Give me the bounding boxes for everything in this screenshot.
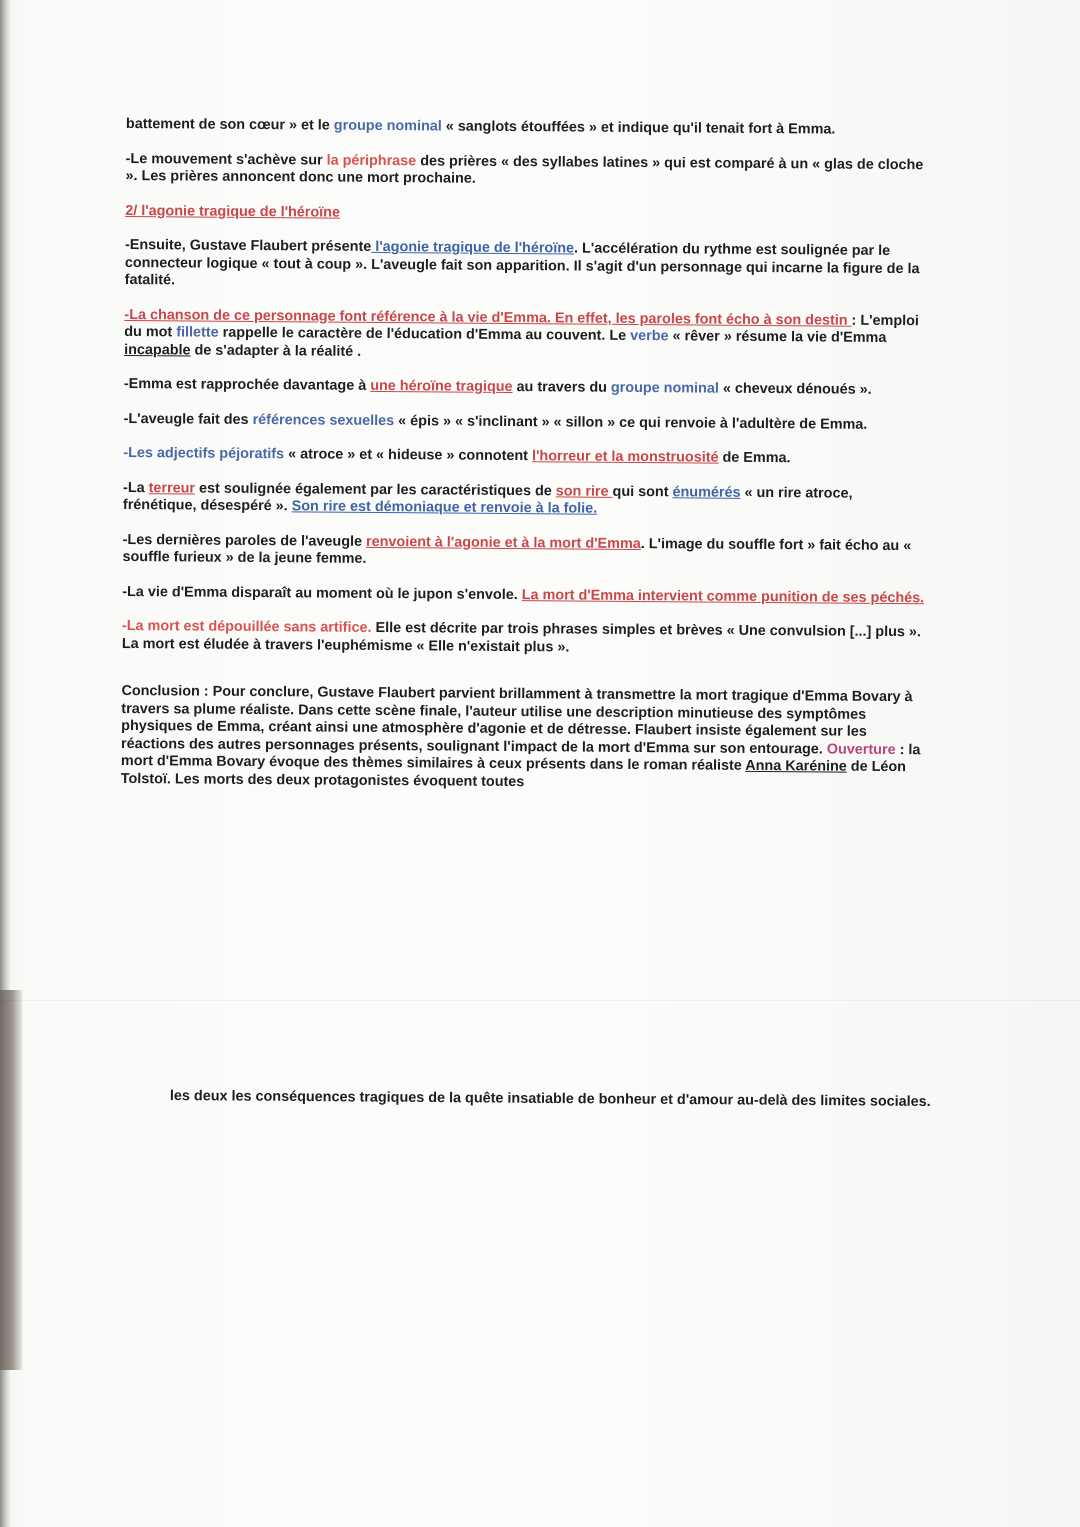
term-periphrase: la périphrase — [326, 152, 417, 169]
paragraph-7: -Les adjectifs péjoratifs « atroce » et « hideuse » connotent l'horreur et la monstruosité de Emma. — [123, 444, 791, 467]
page-break — [0, 1000, 1080, 1001]
section-heading: 2/ l'agonie tragique de l'héroïne — [125, 202, 341, 221]
paragraph-9: -Les dernières paroles de l'aveugle renvoient à l'agonie et à la mort d'Emma. L'image du souffle fort » fait écho au « souffle furieux » de la jeune femme. — [122, 531, 912, 567]
paragraph-2: -Le mouvement s'achève sur la périphrase des prières « des syllabes latines » qui est comparé à un « glas de cloche ». Les prières annoncent donc une mort prochaine. — [125, 150, 924, 187]
paragraph-10: -La vie d'Emma disparaît au moment où le jupon s'envole. La mort d'Emma intervient comme punition de ses péchés. — [122, 583, 925, 606]
book-title: Anna Karénine — [745, 757, 847, 775]
paragraph-11: -La mort est dépouillée sans artifice. Elle est décrite par trois phrases simples et brèves « Une convulsion [...] plus ». La mort est éludée à travers l'euphémisme « Elle n'existait plus ». — [121, 617, 921, 655]
page-2-content — [170, 1088, 960, 1112]
page-2-paragraph: les deux les conséquences tragiques de la quête insatiable de bonheur et d'amour au-delà des limites sociales. — [169, 1088, 931, 1110]
ouverture-label: Ouverture — [826, 741, 896, 758]
paragraph-5: -Emma est rapprochée davantage à une héroïne tragique au travers du groupe nominal « cheveux dénoués ». — [123, 375, 872, 398]
paragraph-8: -La terreur est soulignée également par les caractéristiques de son rire qui sont énumérés « un rire atroce, frénétique, désespéré ». Son rire est démoniaque et renvoie à la folie. — [122, 479, 853, 517]
binding-edge — [0, 990, 22, 1370]
paragraph-3: -Ensuite, Gustave Flaubert présente l'agonie tragique de l'héroïne. L'accélération du rythme est soulignée par le connecteur logique « tout à coup ». L'aveugle fait son apparition. Il s'agit d'un personnage qui incarne la figure de la fatalité. — [124, 236, 920, 289]
conclusion-paragraph: Conclusion : Pour conclure, Gustave Flaubert parvient brillamment à transmettre la mort tragique d'Emma Bovary à travers sa plume réaliste. Dans cette scène finale, l'auteur utilise une description minutieuse des symptômes physiques de Emma, créant ainsi une atmosphère d'agonie et de détresse. Flaubert insiste également sur les réactions des autres personnages présents, soulignant l'impact de la mort d'Emma sur son entourage. Ouverture : la mort d'Emma Bovary évoque des thèmes similaires à ceux présents dans le roman réaliste Anna Karénine de Léon Tolstoï. Les morts des deux protagonistes évoquent toutes — [120, 682, 921, 790]
term-groupe-nominal: groupe nominal — [333, 117, 442, 135]
page-1-content — [121, 116, 932, 811]
conclusion-label: Conclusion — [121, 682, 200, 700]
paragraph-4: -La chanson de ce personnage font référence à la vie d'Emma. En effet, les paroles font écho à son destin : L'emploi du mot fillette rappelle le caractère de l'éducation d'Emma au couvent. Le verbe « rêver » résume la vie d'Emma incapable de s'adapter à la réalité . — [124, 306, 920, 360]
paragraph-1: battement de son cœur » et le groupe nominal « sanglots étouffées » et indique qu'il tenait fort à Emma. — [125, 116, 836, 138]
paragraph-6: -L'aveugle fait des références sexuelles « épis » « s'inclinant » « sillon » ce qui renvoie à l'adultère de Emma. — [123, 410, 868, 433]
